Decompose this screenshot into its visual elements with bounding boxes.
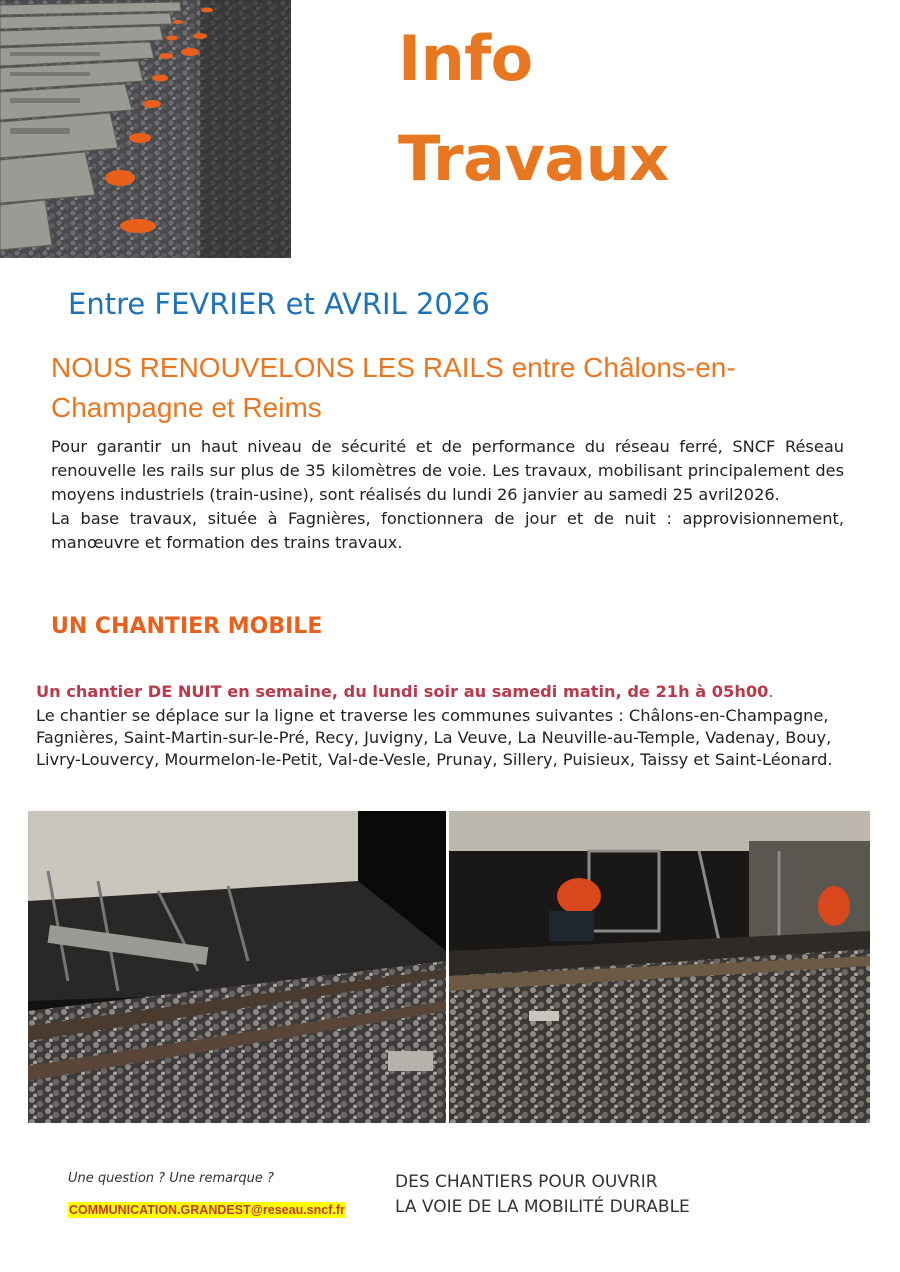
- question-prompt: Une question ? Une remarque ?: [68, 1171, 274, 1186]
- section-title: UN CHANTIER MOBILE: [51, 614, 323, 639]
- slogan: [395, 1170, 690, 1220]
- intro-paragraph-2: La base travaux, située à Fagnières, fonctionnera de jour et de nuit : approvisionnement, manœuvre et formation des trains travaux.: [51, 509, 844, 552]
- sleepers-photo: [0, 0, 291, 258]
- night-worksite-photo-right: [449, 811, 870, 1123]
- contact-email-link[interactable]: COMMUNICATION.GRANDEST@reseau.sncf.fr: [69, 1203, 345, 1217]
- headline: NOUS RENOUVELONS LES RAILS entre Châlons-en-Champagne et Reims: [51, 352, 736, 423]
- intro-paragraph-1: Pour garantir un haut niveau de sécurité et de performance du réseau ferré, SNCF Réseau renouvelle les rails sur plus de 35 kilomètres de voie. Les travaux, mobilisant principalement des moyens industriels (train-usine), sont réalisés du lundi 26 janvier au samedi 25 avril2026.: [51, 437, 844, 504]
- intro-text: [51, 435, 844, 555]
- night-worksite-photo-left: [28, 811, 446, 1123]
- night-schedule-period: .: [768, 682, 774, 701]
- period-heading: Entre FEVRIER et AVRIL 2026: [68, 287, 490, 321]
- title-travaux: Travaux: [398, 122, 669, 195]
- night-schedule-text: Un chantier DE NUIT en semaine, du lundi soir au samedi matin, de 21h à 05h00: [36, 682, 769, 701]
- slogan-line-1: DES CHANTIERS POUR OUVRIR: [395, 1172, 658, 1192]
- night-schedule-heading: [36, 681, 856, 703]
- title-info: Info: [398, 22, 533, 95]
- slogan-line-2: LA VOIE DE LA MOBILITÉ DURABLE: [395, 1197, 690, 1217]
- communes-text: Le chantier se déplace sur la ligne et traverse les communes suivantes : Châlons-en-Champagne, Fagnières, Saint-Martin-sur-le-Pré, Recy, Juvigny, La Veuve, La Neuville-au-Temple, Vadenay, Bouy, Livry-Louvercy, Mourmelon-le-Petit, Val-de-Vesle, Prunay, Sillery, Puisieux, Taissy et Saint-Léonard.: [36, 706, 833, 769]
